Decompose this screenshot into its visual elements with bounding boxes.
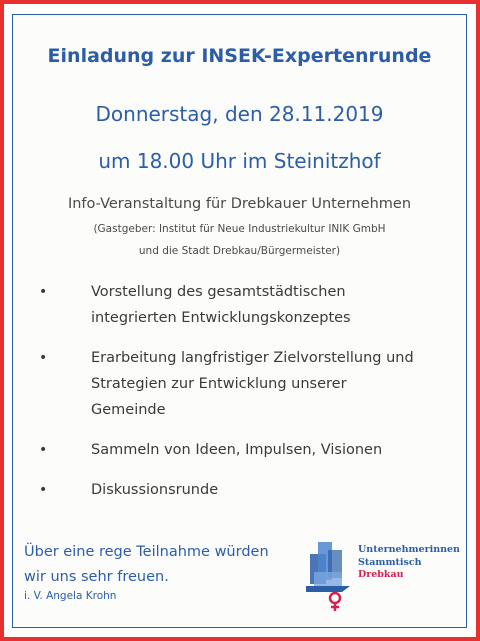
bullet-icon: • (39, 284, 48, 300)
host-line-1: (Gastgeber: Institut für Neue Industriekultur INIK GmbH (93, 223, 386, 235)
bullet-icon: • (39, 350, 48, 366)
closing-line-2: wir uns sehr freuen. (24, 569, 169, 585)
agenda-item-line: Diskussionsrunde (91, 482, 219, 498)
event-type: Info-Veranstaltung für Drebkauer Unternehmen (67, 196, 412, 212)
unternehmerinnen-stammtisch-logo (306, 532, 460, 612)
logo-line-3: Drebkau (358, 569, 404, 580)
invitation-title: Einladung zur INSEK-Expertenrunde (47, 45, 432, 67)
logo-mark-icon (306, 532, 356, 612)
agenda-item (33, 477, 463, 503)
logo-text (358, 544, 458, 582)
agenda-item (33, 437, 463, 463)
agenda-item-line: Erarbeitung langfristiger Zielvorstellung und (91, 350, 414, 366)
logo-line-1: Unternehmerinnen (358, 544, 460, 555)
agenda-item-line: Gemeinde (91, 402, 166, 418)
agenda-item (33, 279, 463, 331)
closing-text (24, 540, 304, 590)
signature: i. V. Angela Krohn (24, 590, 117, 602)
agenda-item-line: Vorstellung des gesamtstädtischen (91, 284, 346, 300)
agenda-list (33, 279, 463, 503)
host-line-2: und die Stadt Drebkau/Bürgermeister) (138, 245, 341, 257)
agenda-item (33, 345, 463, 423)
bullet-icon: • (39, 442, 48, 458)
agenda-item-line: Strategien zur Entwicklung unserer (91, 376, 347, 392)
event-time-place: um 18.00 Uhr im Steinitzhof (98, 149, 381, 173)
agenda-item-line: Sammeln von Ideen, Impulsen, Visionen (91, 442, 383, 458)
agenda-item-line: integrierten Entwicklungskonzeptes (91, 310, 351, 326)
event-date: Donnerstag, den 28.11.2019 (95, 102, 384, 126)
bullet-icon: • (39, 482, 48, 498)
logo-line-2: Stammtisch (358, 556, 422, 568)
closing-line-1: Über eine rege Teilnahme würden (24, 544, 269, 560)
